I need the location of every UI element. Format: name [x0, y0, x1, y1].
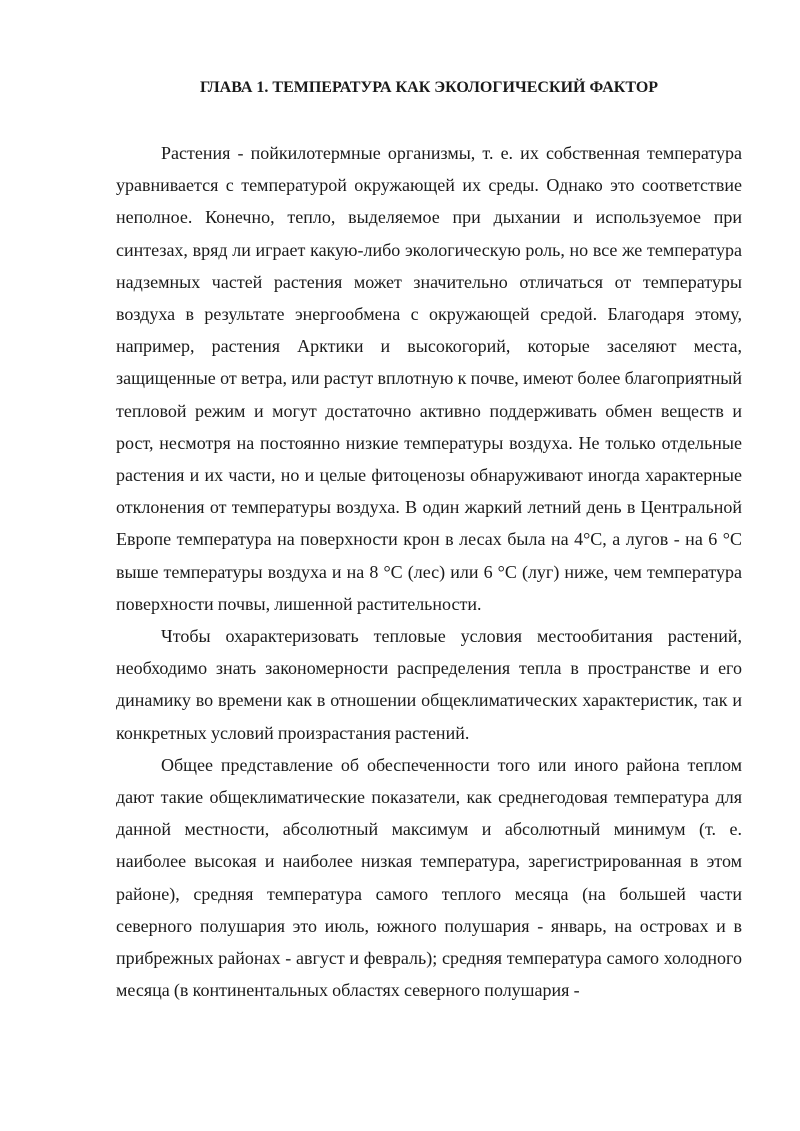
- document-body: [116, 137, 742, 1006]
- paragraph-2: Чтобы охарактеризовать тепловые условия местообитания растений, необходимо знать закономерности распределения тепла в пространстве и его динамику во времени как в отношении общеклиматических характеристик, так и конкретных условий произрастания растений.: [116, 626, 742, 743]
- paragraph-1: Растения - пойкилотермные организмы, т. е. их собственная температура уравнивается с температурой окружающей их среды. Однако это соответствие неполное. Конечно, тепло, выделяемое при дыхании и используемое при синтезах, вряд ли играет какую-либо экологическую роль, но все же температура надземных частей растения может значительно отличаться от температуры воздуха в результате энергообмена с окружающей средой. Благодаря этому, например, растения Арктики и высокогорий, которые заселяют места, защищенные от ветра, или растут вплотную к почве, имеют более благоприятный тепловой режим и могут достаточно активно поддерживать обмен веществ и рост, несмотря на постоянно низкие температуры воздуха. Не только отдельные растения и их части, но и целые фитоценозы обнаруживают иногда характерные отклонения от температуры воздуха. В один жаркий летний день в Центральной Европе температура на поверхности крон в лесах была на 4°С, а лугов - на 6 °С выше температуры воздуха и на 8 °С (лес) или 6 °С (луг) ниже, чем температура поверхности почвы, лишенной растительности.: [116, 143, 742, 614]
- chapter-title: ГЛАВА 1. ТЕМПЕРАТУРА КАК ЭКОЛОГИЧЕСКИЙ ФАКТОР: [199, 79, 659, 96]
- paragraph-3: Общее представление об обеспеченности того или иного района теплом дают такие общеклиматические показатели, как среднегодовая температура для данной местности, абсолютный максимум и абсолютный минимум (т. е. наиболее высокая и наиболее низкая температура, зарегистрированная в этом районе), средняя температура самого теплого месяца (на большей части северного полушария это июль, южного полушария - январь, на островах и в прибрежных районах - август и февраль); средняя температура самого холодного месяца (в континентальных областях северного полушария -: [116, 754, 742, 1001]
